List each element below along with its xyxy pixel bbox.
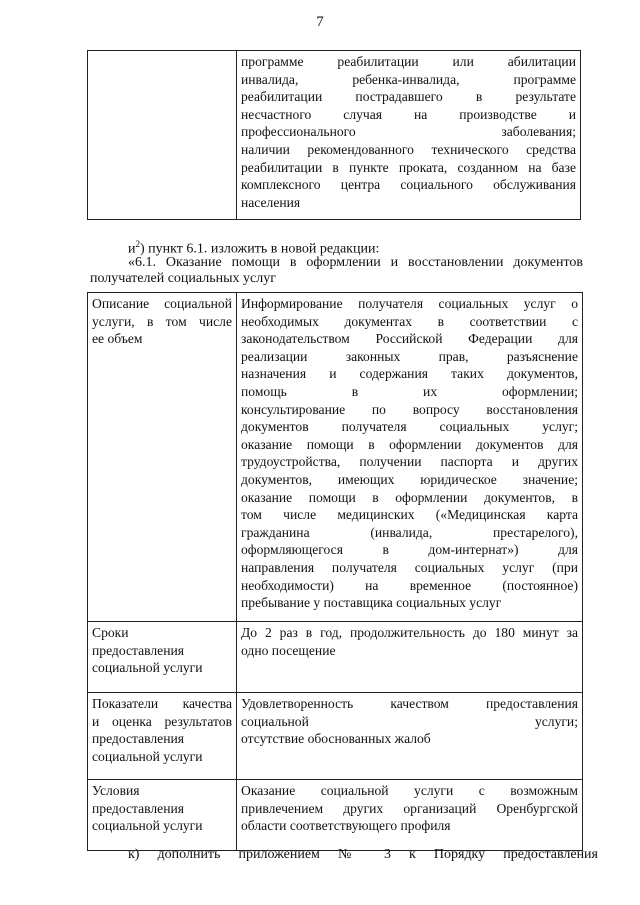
- text-line: комплексного центра социального обслуживания: [241, 177, 576, 193]
- value-line: необходимых документах в соответствии с: [241, 313, 578, 329]
- value-line: помощь в их оформлении;: [241, 383, 578, 399]
- text-line: реабилитации в пункте проката, созданном на базе: [241, 159, 576, 175]
- section-title-line2: получателей социальных услуг: [90, 271, 276, 286]
- value-line: Информирование получателя социальных услуг о: [241, 296, 578, 311]
- value-line: реализации законных прав, разъяснение: [241, 348, 578, 364]
- value-line: необходимости) на временное (постоянное): [241, 577, 578, 593]
- value-line: законодательством Российской Федерации для: [241, 331, 578, 347]
- row-value: [237, 780, 583, 851]
- label-line: предоставления: [92, 800, 185, 816]
- value-line: документов, имеющих юридическое значение;: [241, 471, 578, 487]
- continuation-text: [237, 51, 581, 220]
- label-line: социальной услуги: [92, 748, 203, 764]
- amendment-k: к) дополнить приложением № 3 к Порядку предоставления: [128, 847, 598, 862]
- table-row: [88, 780, 583, 851]
- label-line: Показатели качества: [92, 696, 232, 711]
- label-line: предоставления: [92, 642, 185, 658]
- value-line: гражданина (инвалида, престарелого),: [241, 524, 578, 540]
- value-line: Удовлетворенность качеством предоставления: [241, 696, 578, 711]
- value-line: назначения и содержания таких документов,: [241, 366, 578, 382]
- value-line: том числе медицинских («Медицинская карта: [241, 507, 578, 523]
- value-line: До 2 раз в год, продолжительность до 180 минут за: [241, 625, 578, 640]
- text-line: профессионального заболевания;: [241, 124, 576, 140]
- value-line: привлечением других организаций Оренбургской: [241, 800, 578, 816]
- value-line: одно посещение: [241, 642, 336, 658]
- label-line: Сроки: [92, 625, 129, 640]
- table-row: [88, 622, 583, 693]
- value-line: социальной услуги;: [241, 713, 578, 729]
- row-label: [88, 293, 237, 622]
- value-line: консультирование по вопросу восстановления: [241, 401, 578, 417]
- row-value: [237, 293, 583, 622]
- text-line: реабилитации пострадавшего в результате: [241, 89, 576, 105]
- text-line: инвалида, ребенка-инвалида, программе: [241, 71, 576, 87]
- text-line: наличии рекомендованного технического средства: [241, 141, 576, 157]
- value-line: оформляющегося в дом-интернат») для: [241, 542, 578, 558]
- label-line: услуги, в том числе: [92, 313, 232, 329]
- value-line: оказание помощи в оформлении документов, в: [241, 489, 578, 505]
- label-line: социальной услуги: [92, 660, 203, 676]
- value-line: отсутствие обоснованных жалоб: [241, 731, 431, 747]
- empty-cell: [88, 51, 237, 220]
- row-value: [237, 693, 583, 780]
- row-label: [88, 780, 237, 851]
- label-line: предоставления: [92, 731, 185, 747]
- value-line: пребывание у поставщика социальных услуг: [241, 595, 502, 611]
- value-line: трудоустройства, получении паспорта и других: [241, 454, 578, 470]
- label-line: Описание социальной: [92, 296, 232, 311]
- label-line: социальной услуги: [92, 818, 203, 834]
- continuation-table: [87, 50, 581, 220]
- row-label: [88, 693, 237, 780]
- label-line: ее объем: [92, 331, 143, 347]
- page-number: 7: [316, 14, 324, 30]
- amendment-i: $и^2$) пункт 6.1. изложить в новой редакции:: [128, 239, 380, 257]
- value-line: направления получателя социальных услуг (при: [241, 559, 578, 575]
- section-title-line1: «6.1. Оказание помощи в оформлении и восстановлении документов: [128, 255, 583, 270]
- value-line: Оказание социальной услуги с возможным: [241, 783, 578, 798]
- value-line: оказание помощи в оформлении документов для: [241, 436, 578, 452]
- value-line: области соответствующего профиля: [241, 818, 451, 834]
- table-row: [88, 293, 583, 622]
- text-line: несчастного случая на производстве и: [241, 106, 576, 122]
- table-row: [88, 693, 583, 780]
- label-line: Условия: [92, 783, 140, 798]
- text-line: программе реабилитации или абилитации: [241, 54, 576, 69]
- row-value: [237, 622, 583, 693]
- row-label: [88, 622, 237, 693]
- label-line: и оценка результатов: [92, 713, 232, 729]
- text-line: населения: [241, 194, 301, 210]
- value-line: документов получателя социальных услуг;: [241, 419, 578, 435]
- service-table: [87, 292, 583, 851]
